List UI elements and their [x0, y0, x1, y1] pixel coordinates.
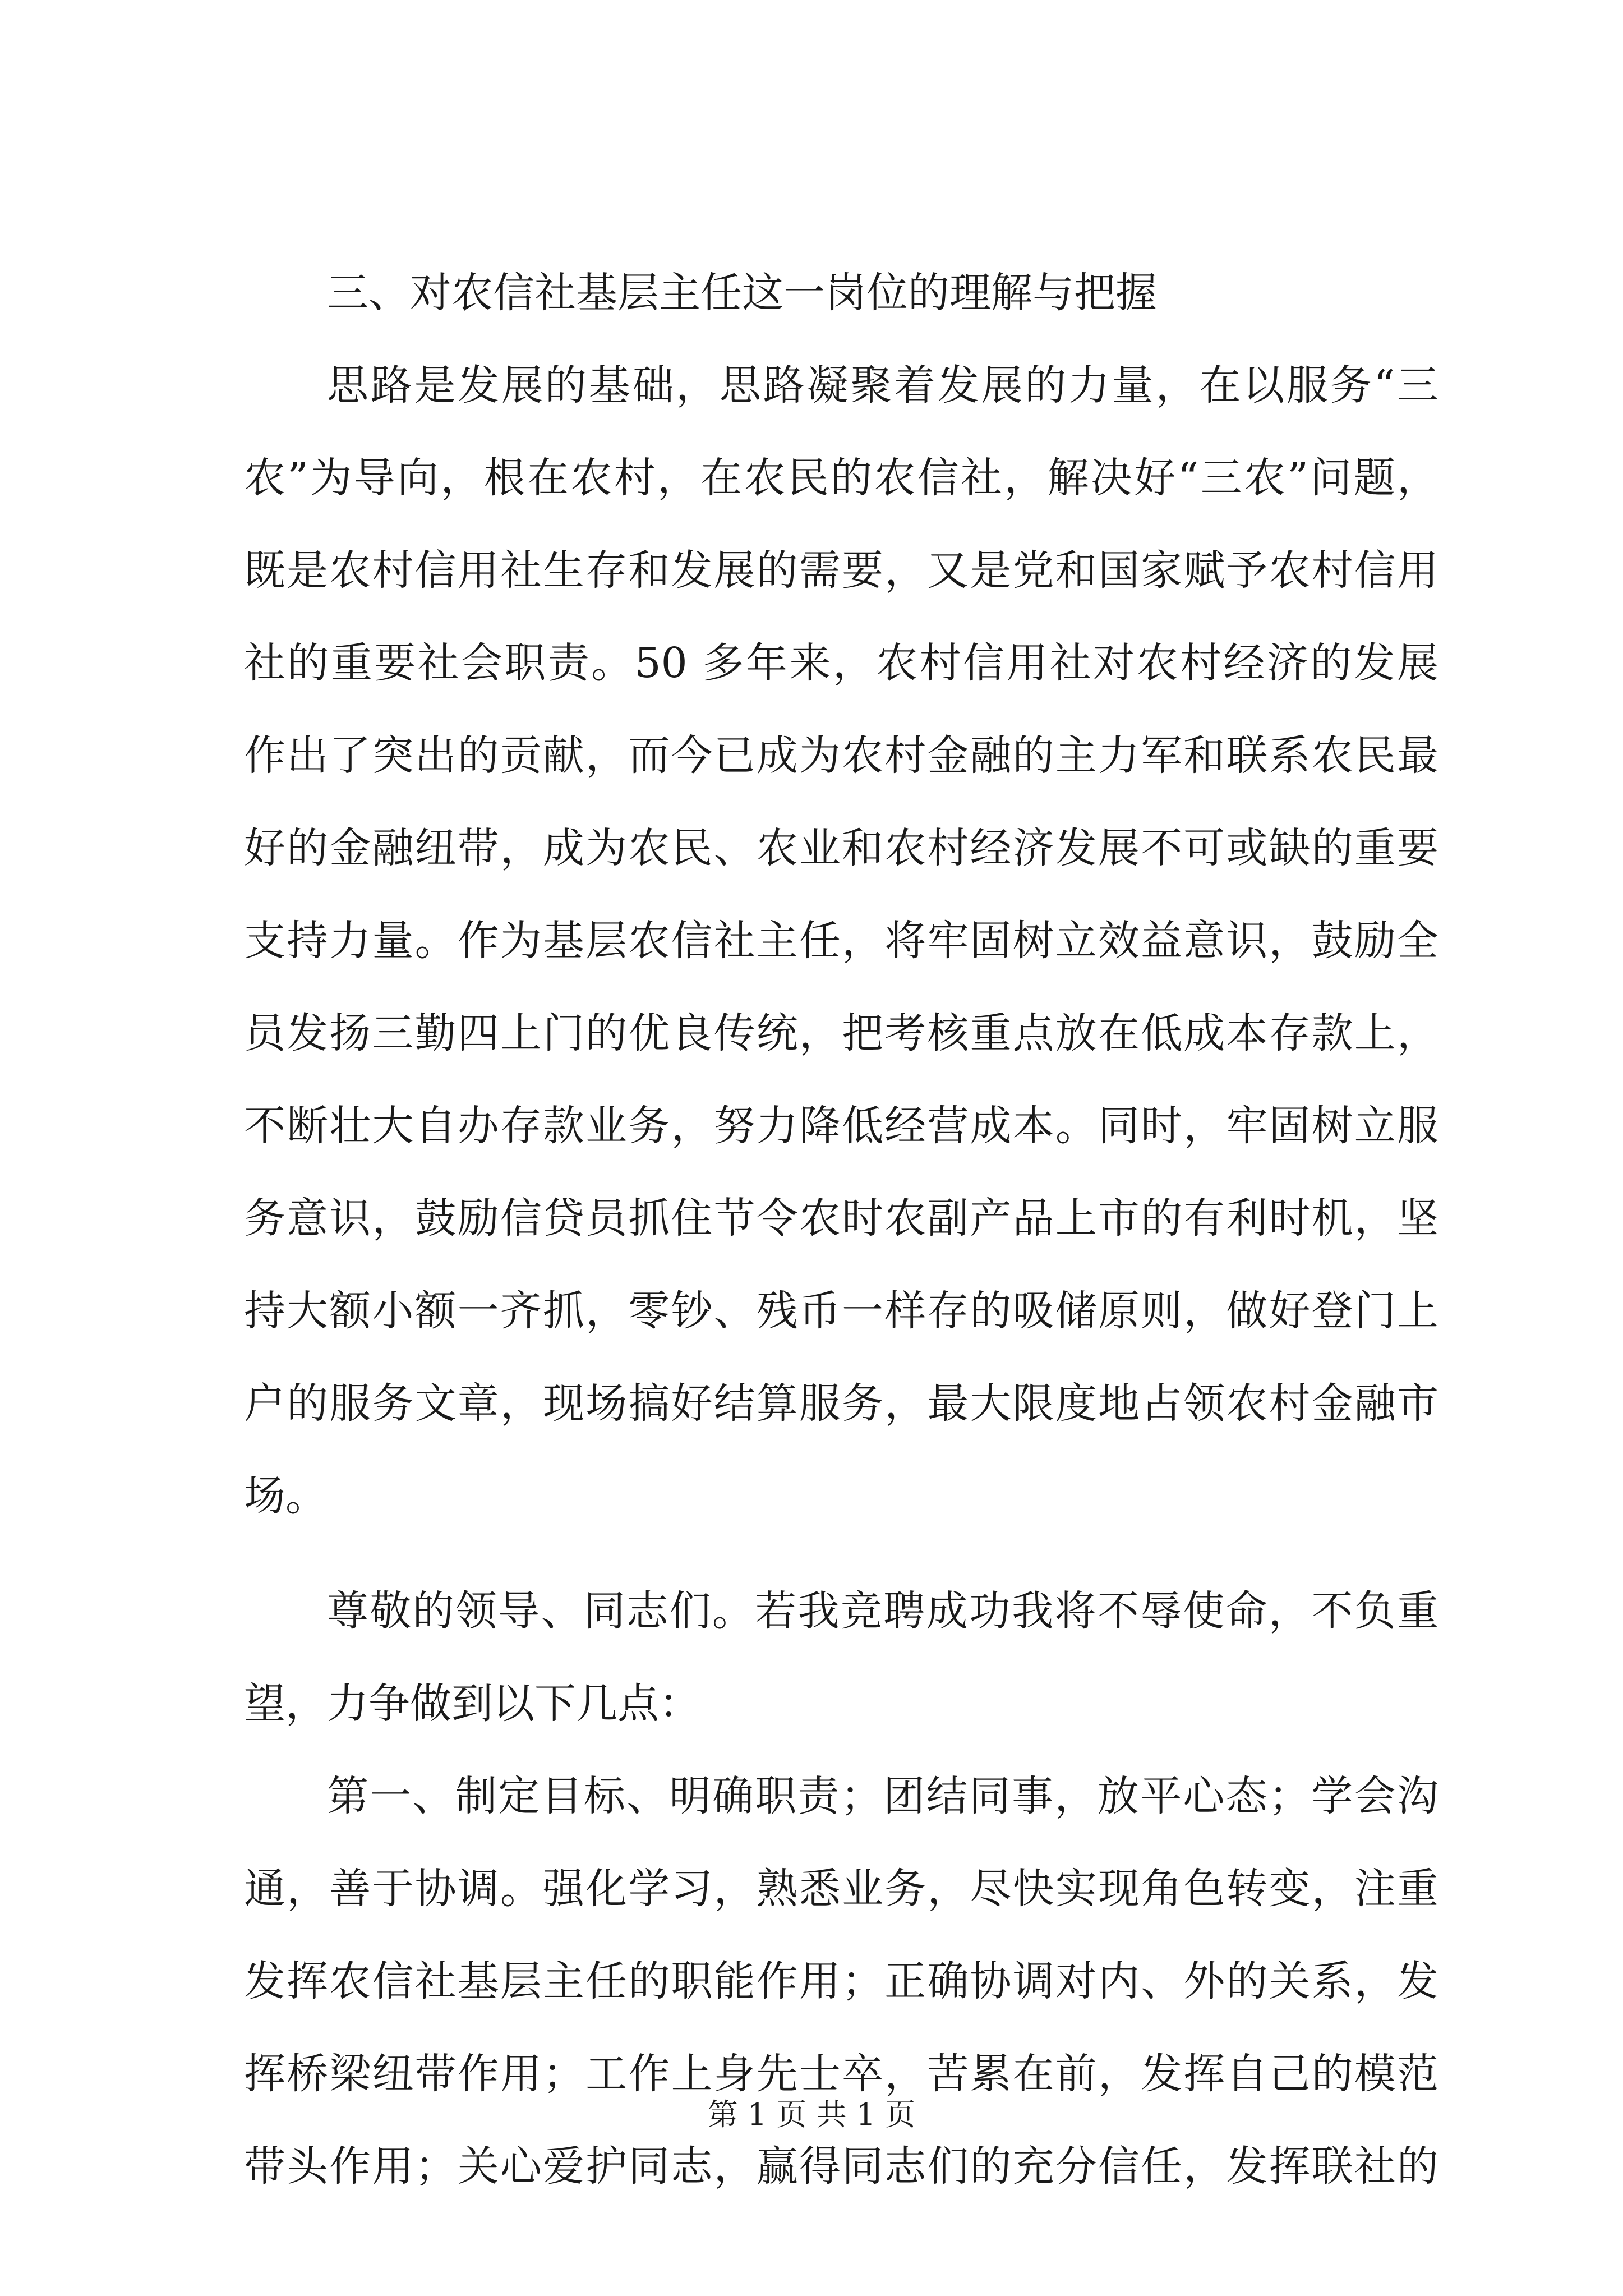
paragraph-line: 务意识，鼓励信贷员抓住节令农时农副产品上市的有利时机，坚 [244, 1194, 1438, 1243]
paragraph-line: 持大额小额一齐抓，零钞、残币一样存的吸储原则，做好登门上 [244, 1287, 1438, 1335]
paragraph-line: 不断壮大自办存款业务，努力降低经营成本。同时，牢固树立服 [244, 1102, 1438, 1150]
document-body [244, 247, 1438, 2213]
paragraph-line: 支持力量。作为基层农信社主任，将牢固树立效益意识，鼓励全 [244, 917, 1438, 965]
page-footer: 第 1 页 共 1 页 [707, 2097, 916, 2132]
paragraph-line: 思路是发展的基础，思路凝聚着发展的力量，在以服务“三 [327, 361, 1438, 409]
paragraph-1 [244, 339, 1438, 1543]
paragraph-3 [244, 1750, 1438, 2213]
paragraph-line: 望，力争做到以下几点： [244, 1680, 700, 1728]
paragraph-2 [244, 1565, 1438, 1750]
paragraph-line: 挥桥梁纽带作用；工作上身先士卒，苦累在前，发挥自己的模范 [244, 2050, 1438, 2098]
paragraph-line: 尊敬的领导、同志们。若我竞聘成功我将不辱使命，不负重 [327, 1587, 1438, 1635]
paragraph-line: 作出了突出的贡献，而今已成为农村金融的主力军和联系农民最 [244, 731, 1438, 780]
paragraph-line: 通，善于协调。强化学习，熟悉业务，尽快实现角色转变，注重 [244, 1865, 1438, 1913]
paragraph-line: 既是农村信用社生存和发展的需要，又是党和国家赋予农村信用 [244, 546, 1438, 595]
paragraph-line: 发挥农信社基层主任的职能作用；正确协调对内、外的关系，发 [244, 1957, 1438, 2005]
paragraph-line: 好的金融纽带，成为农民、农业和农村经济发展不可或缺的重要 [244, 824, 1438, 872]
paragraph-line: 场。 [244, 1472, 327, 1520]
paragraph-spacer [244, 1543, 1438, 1565]
paragraph-line: 第一、制定目标、明确职责；团结同事，放平心态；学会沟 [327, 1772, 1438, 1820]
paragraph-line: 户的服务文章，现场搞好结算服务，最大限度地占领农村金融市 [244, 1379, 1438, 1428]
paragraph-line: 社的重要社会职责。50 多年来，农村信用社对农村经济的发展 [244, 639, 1438, 687]
section-heading: 三、对农信社基层主任这一岗位的理解与把握 [327, 269, 1157, 317]
paragraph-line: 农”为导向，根在农村，在农民的农信社，解决好“三农”问题， [244, 454, 1438, 502]
paragraph-line: 员发扬三勤四上门的优良传统，把考核重点放在低成本存款上， [244, 1009, 1438, 1057]
paragraph-line: 带头作用；关心爱护同志，赢得同志们的充分信任，发挥联社的 [244, 2142, 1438, 2191]
